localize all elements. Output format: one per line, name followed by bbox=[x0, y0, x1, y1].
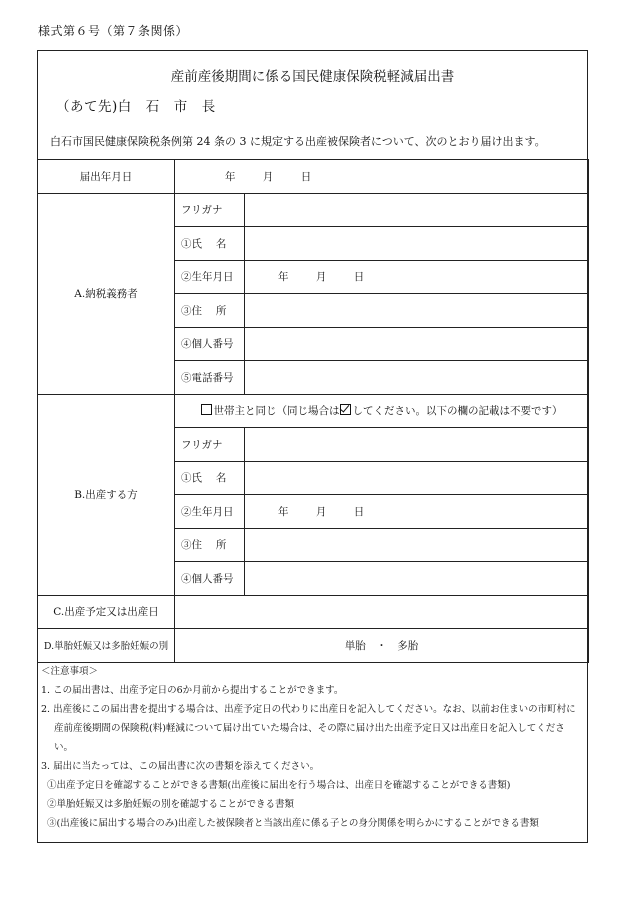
b-name-label: ①氏 名 bbox=[175, 461, 245, 495]
a-my-number-field[interactable] bbox=[245, 327, 589, 361]
d-pregnancy-type-row bbox=[38, 629, 589, 663]
section-b-label: B.出産する方 bbox=[38, 394, 175, 595]
a-furigana-field[interactable] bbox=[245, 193, 589, 227]
submission-date-field[interactable] bbox=[175, 160, 589, 194]
note-item-2-line-1: 2. 出産後にこの届出書を提出する場合は、出産予定日の代わりに出産日を記入してください。なお、以前お住まいの市町村に bbox=[41, 704, 576, 715]
a-birthdate-label: ②生年月日 bbox=[175, 260, 245, 294]
submission-month: 月 bbox=[262, 170, 274, 183]
b-birthdate-field[interactable] bbox=[245, 495, 589, 529]
b-my-number-label: ④個人番号 bbox=[175, 562, 245, 596]
note-item-2-line-2: 産前産後期間の保険税(料)軽減について届け出ていた場合は、その際に届け出た出産予定日又は出産日を記入してくださ bbox=[54, 723, 565, 734]
same-as-head-note: してください。以下の欄の記載は不要です） bbox=[352, 405, 563, 418]
section-d-label: D.単胎妊娠又は多胎妊娠の別 bbox=[38, 629, 175, 663]
form-number: 様式第６号（第７条関係） bbox=[38, 24, 189, 38]
a-address-label: ③住 所 bbox=[175, 294, 245, 328]
a-name-field[interactable] bbox=[245, 227, 589, 261]
note-item-2-line-3: い。 bbox=[54, 742, 74, 753]
notes-section bbox=[38, 662, 587, 833]
a-phone-field[interactable] bbox=[245, 361, 589, 395]
submission-date-row bbox=[38, 160, 589, 194]
a-birthdate-field[interactable] bbox=[245, 260, 589, 294]
a-birth-day: 日 bbox=[353, 271, 365, 284]
addressee: （あて先)白 石 市 長 bbox=[56, 99, 216, 115]
a-furigana-label: フリガナ bbox=[175, 193, 245, 227]
note-item-3-sub-2: ②単胎妊娠又は多胎妊娠の別を確認することができる書類 bbox=[47, 799, 295, 810]
b-address-field[interactable] bbox=[245, 528, 589, 562]
b-furigana-field[interactable] bbox=[245, 428, 589, 462]
note-item-3-sub-3: ③(出産後に届出する場合のみ)出産した被保険者と当該出産に係る子との身分関係を明らかにすることができる書類 bbox=[47, 818, 539, 829]
section-c-label: C.出産予定又は出産日 bbox=[38, 595, 175, 629]
b-furigana-label: フリガナ bbox=[175, 428, 245, 462]
form-table bbox=[37, 159, 589, 663]
c-due-date-row bbox=[38, 595, 589, 629]
note-item-1: 1. この届出書は、出産予定日の6か月前から提出することができます。 bbox=[41, 685, 344, 696]
a-birth-month: 月 bbox=[315, 271, 327, 284]
b-my-number-field[interactable] bbox=[245, 562, 589, 596]
b-birthdate-label: ②生年月日 bbox=[175, 495, 245, 529]
form-frame bbox=[37, 50, 588, 843]
b-same-as-head-row bbox=[38, 394, 589, 428]
same-as-head-checkbox[interactable] bbox=[201, 404, 212, 415]
b-birth-day: 日 bbox=[353, 505, 365, 518]
b-address-label: ③住 所 bbox=[175, 528, 245, 562]
submission-date-label: 届出年月日 bbox=[38, 160, 175, 194]
a-birth-year: 年 bbox=[278, 271, 289, 284]
submission-day: 日 bbox=[300, 170, 312, 183]
form-title: 産前産後期間に係る国民健康保険税軽減届出書 bbox=[170, 69, 455, 85]
same-as-head-label: 世帯主と同じ（同じ場合は bbox=[213, 405, 340, 418]
section-a-label: A.納税義務者 bbox=[38, 193, 175, 394]
c-due-date-field[interactable] bbox=[175, 595, 589, 629]
a-furigana-row bbox=[38, 193, 589, 227]
a-name-label: ①氏 名 bbox=[175, 227, 245, 261]
a-address-field[interactable] bbox=[245, 294, 589, 328]
a-phone-label: ⑤電話番号 bbox=[175, 361, 245, 395]
b-birth-month: 月 bbox=[315, 505, 327, 518]
b-birth-year: 年 bbox=[278, 505, 289, 518]
b-same-as-head-cell bbox=[175, 394, 589, 428]
note-item-3: 3. 届出に当たっては、この届出書に次の書類を添えてください。 bbox=[41, 761, 320, 772]
d-pregnancy-type-field[interactable]: 単胎 ・ 多胎 bbox=[175, 629, 589, 663]
note-item-3-sub-1: ①出産予定日を確認することができる書類(出産後に届出を行う場合は、出産日を確認することができる書類) bbox=[47, 780, 511, 791]
checkmark-example-icon bbox=[340, 404, 351, 415]
intro-text: 白石市国民健康保険税条例第 24 条の 3 に規定する出産被保険者について、次のとおり届け出ます。 bbox=[50, 135, 546, 148]
a-my-number-label: ④個人番号 bbox=[175, 327, 245, 361]
submission-year: 年 bbox=[225, 170, 236, 183]
b-name-field[interactable] bbox=[245, 461, 589, 495]
notes-heading: ＜注意事項＞ bbox=[41, 666, 99, 677]
